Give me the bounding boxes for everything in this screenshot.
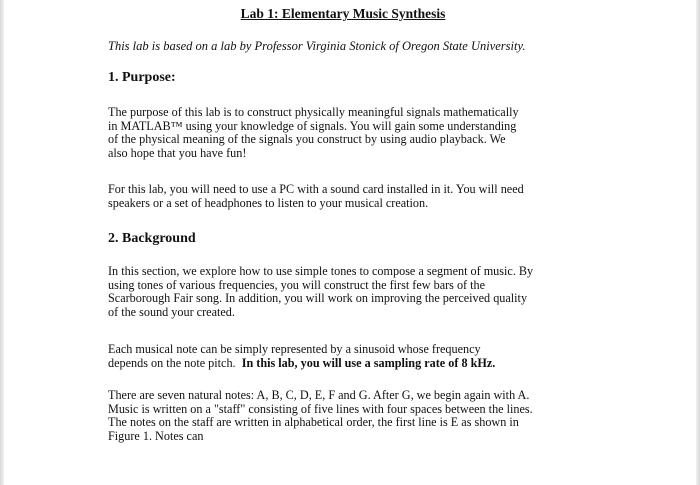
- purpose-paragraph-2: [108, 183, 578, 210]
- text-line: The notes on the staff are written in alphabetical order, the first line is E as shown in: [108, 415, 519, 430]
- text-line: speakers or a set of headphones to listen to your musical creation.: [108, 195, 429, 210]
- purpose-paragraph-1: [108, 106, 578, 161]
- text-line: in MATLAB™ using your knowledge of signals. You will gain some understanding: [108, 118, 517, 133]
- document-title: Lab 1: Elementary Music Synthesis: [240, 6, 446, 21]
- purpose-heading: 1. Purpose:: [108, 70, 176, 85]
- background-paragraph-3: [108, 389, 578, 444]
- text-line: There are seven natural notes: A, B, C, D, E, F and G. After G, we begin again with A.: [108, 388, 530, 402]
- text-line: Music is written on a "staff" consisting of five lines with four spaces between the lines.: [108, 401, 533, 416]
- text-line: also hope that you have fun!: [108, 146, 247, 161]
- sampling-rate-emphasis: In this lab, you will use a sampling rate of 8 kHz.: [241, 355, 496, 370]
- text-run: depends on the note pitch.: [108, 355, 242, 370]
- left-frame-edge: [0, 0, 4, 485]
- text-line: Each musical note can be simply represented by a sinusoid whose frequency: [108, 342, 481, 356]
- text-line: For this lab, you will need to use a PC with a sound card installed in it. You will need: [108, 182, 524, 196]
- text-line: using tones of various frequencies, you will construct the first few bars of the: [108, 277, 486, 292]
- credit-line: This lab is based on a lab by Professor Virginia Stonick of Oregon State University.: [108, 39, 526, 53]
- text-line: Scarborough Fair song. In addition, you will work on improving the perceived quality: [108, 291, 528, 306]
- background-heading: 2. Background: [108, 231, 196, 246]
- background-paragraph-2: [108, 343, 578, 370]
- text-line: of the sound your created.: [108, 305, 235, 320]
- right-frame-edge: [696, 0, 700, 485]
- background-paragraph-1: [108, 265, 578, 320]
- text-line: Figure 1. Notes can: [108, 429, 204, 444]
- text-line: The purpose of this lab is to construct physically meaningful signals mathematically: [108, 105, 519, 119]
- text-line: In this section, we explore how to use simple tones to compose a segment of music. By: [108, 264, 534, 278]
- text-line: of the physical meaning of the signals you construct by using audio playback. We: [108, 132, 506, 147]
- text-line-mixed: [108, 357, 578, 371]
